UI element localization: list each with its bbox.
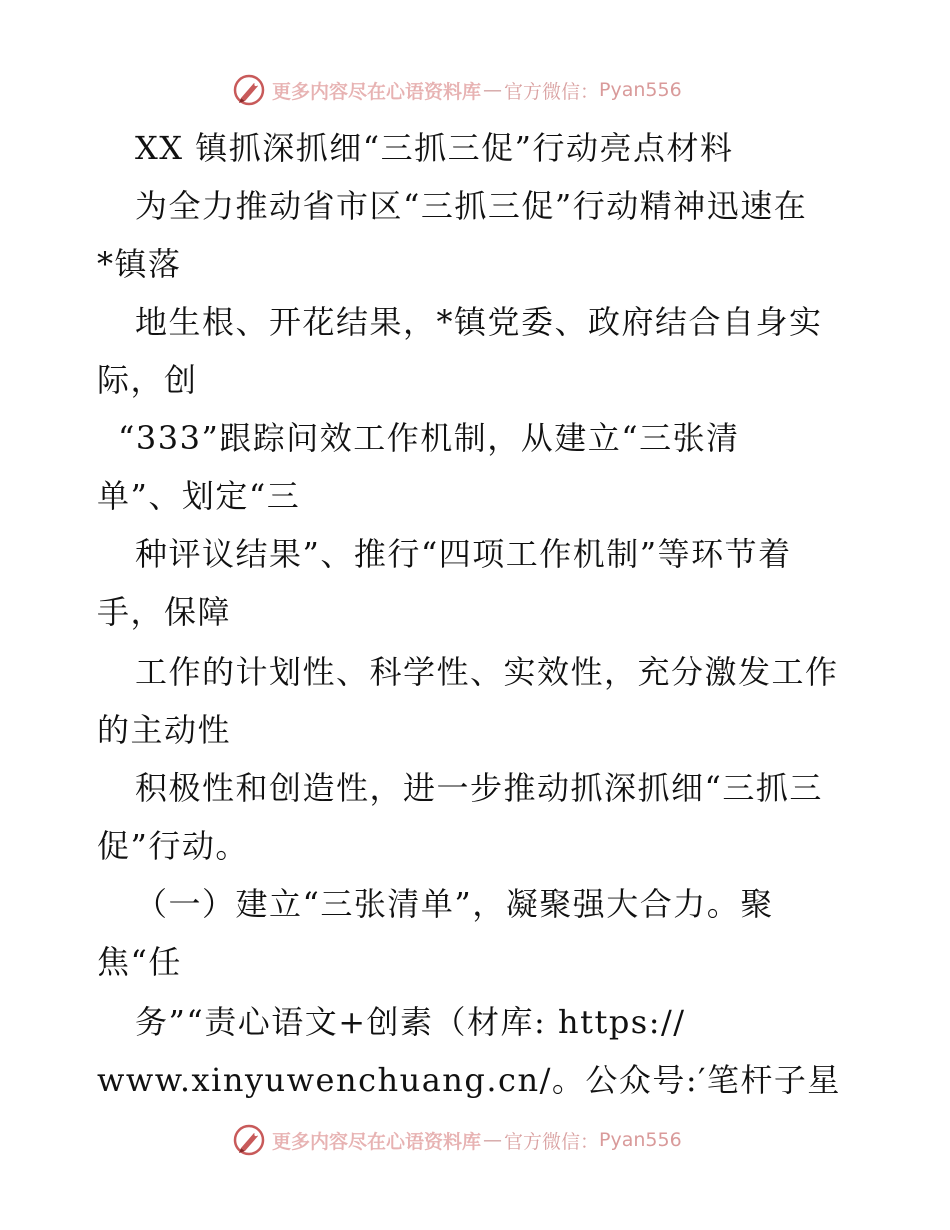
body-line: www.xinyuwenchuang.cn/。公众号:′笔杆子星 [97,1061,841,1099]
body-line: 际，创 [97,361,198,399]
pen-logo-icon [232,1123,266,1157]
watermark-separator: — [483,1129,503,1151]
watermark-wechat-id: Pyan556 [599,1129,682,1151]
body-line: 积极性和创造性，进一步推动抓深抓细“三抓三 [135,769,823,807]
watermark-main-text: 更多内容尽在心语资料库 [272,80,482,103]
body-line: 种评议结果”、推行“四项工作机制”等环节着 [135,535,792,573]
body-line: 务”“责心语文+创素（材库: https:// [135,1003,686,1041]
watermark-separator: — [483,79,503,101]
body-line: *镇落 [97,245,182,283]
pen-logo-icon [232,73,266,107]
watermark-wechat-label: 官方微信： [504,80,600,103]
body-line: 地生根、开花结果，*镇党委、政府结合自身实 [135,303,823,341]
body-line: 焦“任 [97,943,182,981]
body-line: “333”跟踪问效工作机制，从建立“三张清 [118,419,740,457]
watermark-header [232,70,682,110]
watermark-wechat-id: Pyan556 [599,79,682,101]
body-line: 的主动性 [97,711,232,749]
watermark-main-text: 更多内容尽在心语资料库 [272,1130,482,1153]
body-line: 促”行动。 [97,827,249,865]
body-line: 手，保障 [97,593,232,631]
watermark-footer [232,1120,682,1160]
body-line: 为全力推动省市区“三抓三促”行动精神迅速在 [135,187,808,225]
section-heading: （一）建立“三张清单”，凝聚强大合力。聚 [135,885,774,923]
watermark-wechat-label: 官方微信： [504,1130,600,1153]
body-line: 工作的计划性、科学性、实效性，充分激发工作 [135,653,839,691]
body-line: 单”、划定“三 [97,477,301,515]
document-title: XX 镇抓深抓细“三抓三促”行动亮点材料 [135,129,734,167]
